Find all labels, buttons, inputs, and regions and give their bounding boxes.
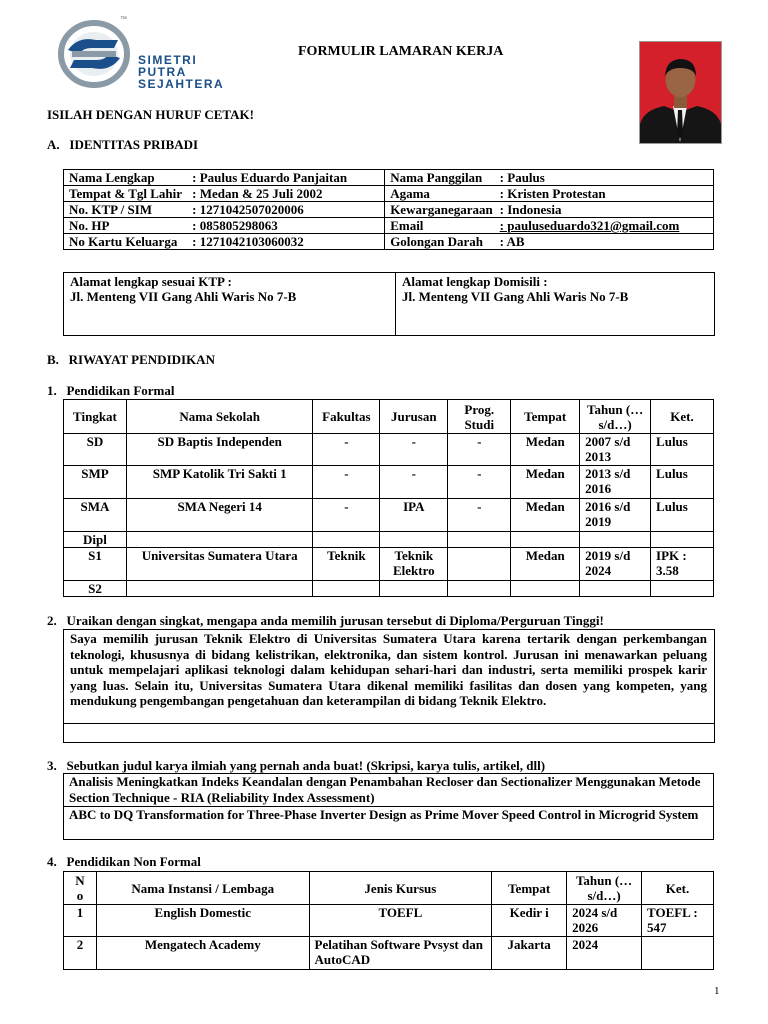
cell-nama-sekolah	[126, 581, 312, 597]
cell-tingkat: SMP	[64, 466, 127, 499]
cell-nama-sekolah: SMA Negeri 14	[126, 499, 312, 532]
logo-line-1: SIMETRI	[138, 53, 198, 67]
nonformal-education-table	[63, 871, 714, 970]
cell-fakultas	[313, 532, 380, 548]
cell-tahun: 2007 s/d 2013	[580, 434, 651, 466]
person-photo-icon	[640, 42, 721, 143]
cell-jurusan: -	[380, 466, 448, 499]
label-ttl: Tempat & Tgl Lahir	[64, 186, 193, 202]
label-kewarganegaraan: Kewarganegaraan	[385, 202, 500, 218]
table-row	[64, 218, 714, 234]
cell-fakultas	[313, 581, 380, 597]
address-domisili-label: Alamat lengkap Domisili :	[402, 274, 548, 289]
company-logo	[58, 16, 228, 91]
cell-nama-sekolah: SMP Katolik Tri Sakti 1	[126, 466, 312, 499]
cell-prog-studi	[448, 581, 511, 597]
cell-tingkat: S1	[64, 548, 127, 581]
value-email[interactable]: : pauluseduardo321@gmail.com	[500, 218, 714, 234]
question-2-answer-box	[63, 629, 715, 743]
cell-tempat: Medan	[511, 434, 580, 466]
header-tempat: Tempat	[511, 400, 580, 434]
label-kk: No Kartu Keluarga	[64, 234, 193, 250]
cell-fakultas: Teknik	[313, 548, 380, 581]
cell-tempat: Medan	[511, 499, 580, 532]
table-row	[64, 466, 714, 499]
cell-jurusan	[380, 581, 448, 597]
cell-tempat	[511, 532, 580, 548]
address-ktp-box	[63, 272, 396, 336]
table-row	[64, 202, 714, 218]
table-row	[64, 774, 714, 807]
header-tempat: Tempat	[492, 872, 567, 905]
question-2-answer: Saya memilih jurusan Teknik Elektro di Universitas Sumatera Utara karena tertarik dengan perkembangan teknologi, khususnya di bidang kelistrikan, elektronika, dan sistem kontrol. Jurusan ini menawarkan peluang untuk mempelajari aplikasi teknologi dalam kehidupan sehari-hari dan industri, serta memiliki prospek karir yang luas. Selain itu, Universitas Sumatera Utara dikenal memiliki fasilitas dan dosen yang kompeten, yang mendukung pengembangan pengetahuan dan keterampilan di bidang Teknik Elektro.	[70, 631, 707, 708]
cell-tempat	[511, 581, 580, 597]
cell-prog-studi	[448, 548, 511, 581]
cell-ket: Lulus	[651, 499, 714, 532]
scientific-work-item: Analisis Meningkatkan Indeks Keandalan dengan Penambahan Recloser dan Sectionalizer Menggunakan Metode Section Technique - RIA (Reliability Index Assessment)	[64, 774, 714, 807]
logo-tm: ™	[120, 16, 127, 23]
value-nama-panggilan: : Paulus	[500, 170, 714, 186]
logo-line-3: SEJAHTERA	[138, 77, 225, 91]
cell-tingkat: S2	[64, 581, 127, 597]
label-goldar: Golongan Darah	[385, 234, 500, 250]
cell-ket	[651, 581, 714, 597]
cell-ket: Lulus	[651, 466, 714, 499]
cell-jenis-kursus: Pelatihan Software Pvsyst dan AutoCAD	[309, 937, 492, 970]
section-a-title: A. IDENTITAS PRIBADI	[47, 137, 199, 152]
cell-ket: Lulus	[651, 434, 714, 466]
value-ttl: : Medan & 25 Juli 2002	[192, 186, 385, 202]
cell-fakultas: -	[313, 499, 380, 532]
scientific-work-item: ABC to DQ Transformation for Three-Phase Inverter Design as Prime Mover Speed Control in Microgrid System	[64, 807, 714, 840]
cell-tahun: 2024 s/d 2026	[567, 905, 642, 937]
cell-ket: TOEFL : 547	[642, 905, 714, 937]
cell-nama-sekolah: SD Baptis Independen	[126, 434, 312, 466]
header-nama-sekolah: Nama Sekolah	[126, 400, 312, 434]
cell-tingkat: Dipl	[64, 532, 127, 548]
table-row	[64, 234, 714, 250]
cell-fakultas: -	[313, 466, 380, 499]
cell-jenis-kursus: TOEFL	[309, 905, 492, 937]
cell-fakultas: -	[313, 434, 380, 466]
header-jurusan: Jurusan	[380, 400, 448, 434]
cell-tahun: 2019 s/d 2024	[580, 548, 651, 581]
cell-nama-instansi: English Domestic	[96, 905, 309, 937]
cell-prog-studi: -	[448, 466, 511, 499]
cell-prog-studi: -	[448, 434, 511, 466]
header-fakultas: Fakultas	[313, 400, 380, 434]
applicant-photo	[639, 41, 722, 144]
nonformal-education-title: 4. Pendidikan Non Formal	[47, 854, 201, 869]
label-nama-panggilan: Nama Panggilan	[385, 170, 500, 186]
header-tahun: Tahun (…s/d…)	[567, 872, 642, 905]
section-b-title: B. RIWAYAT PENDIDIKAN	[47, 352, 215, 367]
address-ktp-label: Alamat lengkap sesuai KTP :	[70, 274, 232, 289]
form-title: FORMULIR LAMARAN KERJA	[298, 44, 504, 59]
scientific-works-table	[63, 773, 714, 840]
question-2-title: 2. Uraikan dengan singkat, mengapa anda memilih jurusan tersebut di Diploma/Perguruan Tinggi!	[47, 613, 604, 628]
cell-ket: IPK : 3.58	[651, 548, 714, 581]
table-row	[64, 170, 714, 186]
table-header-row	[64, 400, 714, 434]
header-no: No	[64, 872, 97, 905]
table-row	[64, 434, 714, 466]
page-number: 1	[714, 985, 720, 997]
cell-tempat: Kedir i	[492, 905, 567, 937]
cell-nama-instansi: Mengatech Academy	[96, 937, 309, 970]
value-kewarganegaraan: : Indonesia	[500, 202, 714, 218]
logo-line-2: PUTRA	[138, 65, 187, 79]
header-ket: Ket.	[642, 872, 714, 905]
header-prog-studi: Prog. Studi	[448, 400, 511, 434]
table-row	[64, 499, 714, 532]
cell-jurusan	[380, 532, 448, 548]
cell-tahun: 2016 s/d 2019	[580, 499, 651, 532]
table-row	[64, 807, 714, 840]
cell-ket	[651, 532, 714, 548]
cell-jurusan: -	[380, 434, 448, 466]
value-nama-lengkap: : Paulus Eduardo Panjaitan	[192, 170, 385, 186]
question-3-title: 3. Sebutkan judul karya ilmiah yang pernah anda buat! (Skripsi, karya tulis, artikel, dll)	[47, 758, 546, 773]
address-domisili-box	[395, 272, 715, 336]
cell-prog-studi: -	[448, 499, 511, 532]
cell-tempat: Medan	[511, 466, 580, 499]
cell-tempat: Jakarta	[492, 937, 567, 970]
cell-no: 1	[64, 905, 97, 937]
logo-emblem-icon	[58, 20, 130, 88]
label-agama: Agama	[385, 186, 500, 202]
cell-jurusan: Teknik Elektro	[380, 548, 448, 581]
cell-prog-studi	[448, 532, 511, 548]
address-ktp-value: Jl. Menteng VII Gang Ahli Waris No 7-B	[70, 289, 297, 304]
cell-tahun: 2013 s/d 2016	[580, 466, 651, 499]
label-hp: No. HP	[64, 218, 193, 234]
cell-tahun: 2024	[567, 937, 642, 970]
header-ket: Ket.	[651, 400, 714, 434]
header-tahun: Tahun (…s/d…)	[580, 400, 651, 434]
value-agama: : Kristen Protestan	[500, 186, 714, 202]
cell-ket	[642, 937, 714, 970]
value-hp: : 085805298063	[192, 218, 385, 234]
formal-education-table	[63, 399, 714, 597]
cell-tingkat: SD	[64, 434, 127, 466]
header-tingkat: Tingkat	[64, 400, 127, 434]
cell-no: 2	[64, 937, 97, 970]
instruction: ISILAH DENGAN HURUF CETAK!	[47, 107, 254, 122]
identity-table	[63, 169, 714, 250]
label-email: Email	[385, 218, 500, 234]
cell-nama-sekolah	[126, 532, 312, 548]
value-ktp: : 1271042507020006	[192, 202, 385, 218]
cell-nama-sekolah: Universitas Sumatera Utara	[126, 548, 312, 581]
cell-tingkat: SMA	[64, 499, 127, 532]
table-row	[64, 905, 714, 937]
header-jenis-kursus: Jenis Kursus	[309, 872, 492, 905]
table-header-row	[64, 872, 714, 905]
table-row	[64, 548, 714, 581]
value-goldar: : AB	[500, 234, 714, 250]
table-row	[64, 581, 714, 597]
label-nama-lengkap: Nama Lengkap	[64, 170, 193, 186]
header-nama-instansi: Nama Instansi / Lembaga	[96, 872, 309, 905]
table-row	[64, 937, 714, 970]
table-row	[64, 186, 714, 202]
cell-tahun	[580, 532, 651, 548]
cell-tahun	[580, 581, 651, 597]
cell-tempat: Medan	[511, 548, 580, 581]
cell-jurusan: IPA	[380, 499, 448, 532]
address-domisili-value: Jl. Menteng VII Gang Ahli Waris No 7-B	[402, 289, 629, 304]
value-kk: : 1271042103060032	[192, 234, 385, 250]
table-row	[64, 532, 714, 548]
formal-education-title: 1. Pendidikan Formal	[47, 383, 175, 398]
answer-divider	[64, 723, 714, 724]
label-ktp: No. KTP / SIM	[64, 202, 193, 218]
